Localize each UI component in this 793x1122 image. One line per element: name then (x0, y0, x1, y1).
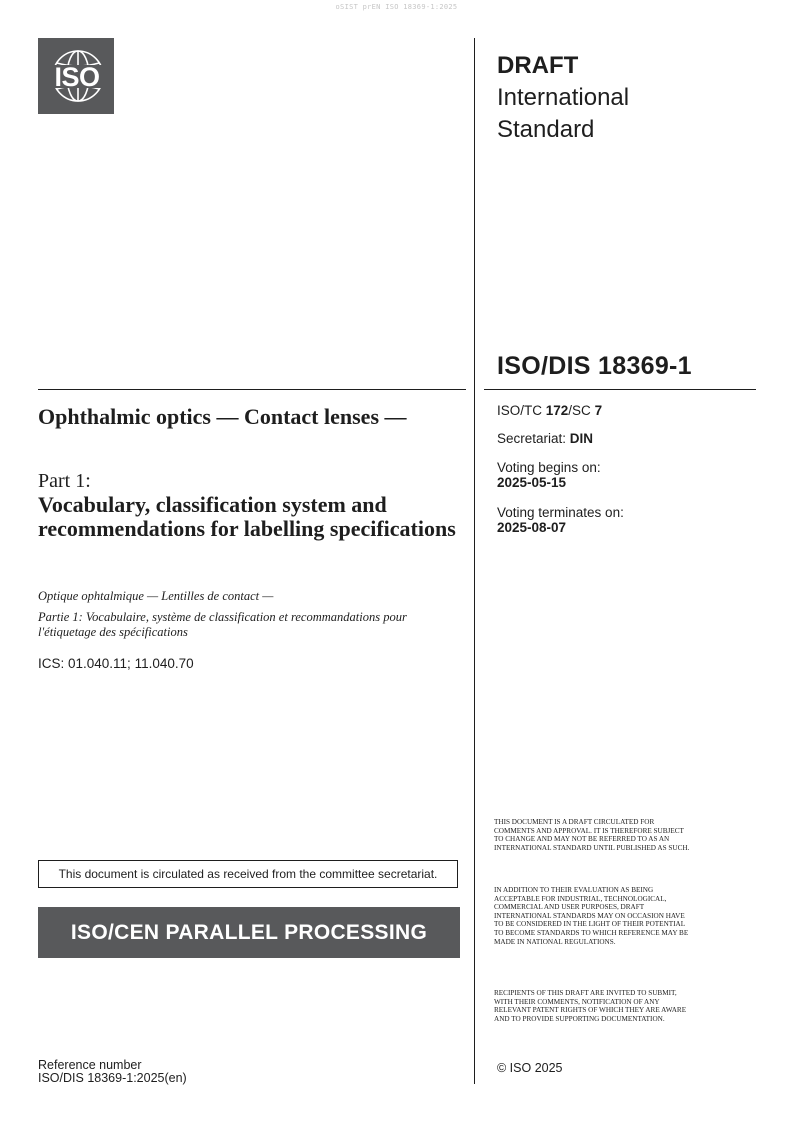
reference-value: ISO/DIS 18369-1:2025(en) (38, 1071, 187, 1085)
voting-terminates-date: 2025-08-07 (497, 520, 567, 535)
column-divider (474, 38, 475, 1084)
voting-terminates (497, 505, 624, 535)
draft-word: DRAFT (497, 52, 579, 79)
disclaimer-paragraph-1: THIS DOCUMENT IS A DRAFT CIRCULATED FOR COMMENTS AND APPROVAL. IT IS THEREFORE SUBJECT TO CHANGE AND MAY NOT BE REFERRED TO AS AN INTERNATIONAL STANDARD UNTIL PUBLISHED AS SUCH. (494, 818, 690, 852)
right-rule (484, 389, 756, 390)
committee-line (497, 403, 602, 418)
status-line-3: Standard (497, 116, 595, 143)
secretariat-line (497, 431, 593, 446)
reference-label: Reference number (38, 1058, 142, 1072)
left-rule (38, 389, 466, 390)
voting-begins (497, 460, 601, 490)
french-part-title: Partie 1: Vocabulaire, système de classification et recommandations pour l'étiquetage des spécifications (38, 610, 407, 639)
document-number: ISO/DIS 18369-1 (497, 352, 692, 380)
committee-prefix: ISO/TC (497, 403, 546, 418)
sc-number: 7 (594, 403, 603, 418)
iso-logo (38, 38, 114, 114)
french-main-title: Optique ophtalmique — Lentilles de contact — (38, 589, 274, 603)
voting-begins-date: 2025-05-15 (497, 475, 567, 490)
status-line-2: International (497, 84, 630, 111)
disclaimer-paragraph-2: IN ADDITION TO THEIR EVALUATION AS BEING ACCEPTABLE FOR INDUSTRIAL, TECHNOLOGICAL, COMMERCIAL AND USER PURPOSES, DRAFT INTERNATIONAL STANDARDS MAY ON OCCASION HAVE TO BE CONSIDERED IN THE LIGHT OF THEIR POTENTIAL TO BECOME STANDARDS TO WHICH REFERENCE MAY BE MADE IN NATIONAL REGULATIONS. (494, 886, 689, 946)
committee-mid: /SC (568, 403, 595, 418)
copyright: © ISO 2025 (497, 1061, 563, 1075)
secretariat-value: DIN (569, 431, 594, 446)
watermark: oSIST prEN ISO 18369-1:2025 (335, 3, 458, 11)
logo-text: ISO (54, 62, 100, 92)
main-title: Ophthalmic optics — Contact lenses — (38, 404, 407, 429)
part-label: Part 1: (38, 470, 91, 492)
secretariat-label: Secretariat: (497, 431, 570, 446)
voting-terminates-label: Voting terminates on: (497, 505, 624, 520)
voting-begins-label: Voting begins on: (497, 460, 601, 475)
disclaimer-paragraph-3: RECIPIENTS OF THIS DRAFT ARE INVITED TO SUBMIT, WITH THEIR COMMENTS, NOTIFICATION OF ANY RELEVANT PATENT RIGHTS OF WHICH THEY ARE AWARE AND TO PROVIDE SUPPORTING DOCUMENTATION. (494, 989, 687, 1023)
document-status-heading (497, 50, 629, 146)
tc-number: 172 (545, 403, 569, 418)
circulation-note: This document is circulated as received from the committee secretariat. (38, 860, 458, 888)
parallel-processing-banner: ISO/CEN PARALLEL PROCESSING (38, 907, 460, 958)
globe-icon (38, 38, 114, 114)
ics-codes: ICS: 01.040.11; 11.040.70 (38, 656, 194, 671)
part-title: Vocabulary, classification system and recommendations for labelling specifications (38, 492, 456, 541)
reference-number (38, 1059, 187, 1085)
